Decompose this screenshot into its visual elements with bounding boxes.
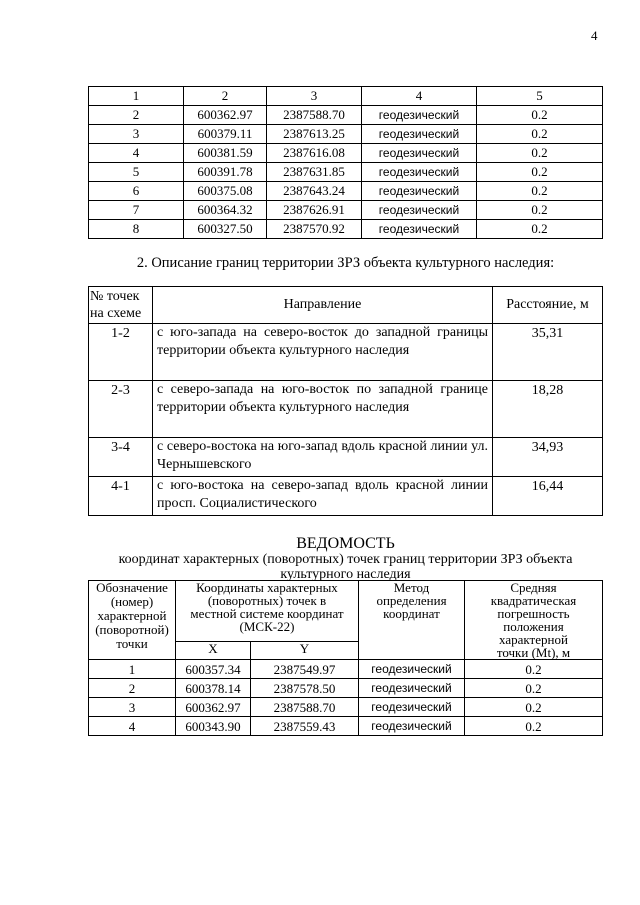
coord-x: 600362.97 bbox=[176, 698, 251, 717]
col-points-header bbox=[89, 287, 153, 324]
point-number: 2 bbox=[89, 679, 176, 698]
table-row bbox=[89, 125, 603, 144]
point-number: 4 bbox=[89, 717, 176, 736]
header-line: положения bbox=[503, 619, 564, 634]
point-number: 8 bbox=[89, 220, 184, 239]
method: геодезический bbox=[362, 106, 477, 125]
vedomost-table bbox=[88, 580, 603, 736]
coord-y: 2387626.91 bbox=[267, 201, 362, 220]
header-line: (поворотных) точек в bbox=[207, 593, 327, 608]
error: 0.2 bbox=[477, 182, 603, 201]
header-line: характерной bbox=[499, 632, 568, 647]
table-row bbox=[89, 660, 603, 679]
error: 0.2 bbox=[465, 717, 603, 736]
col-direction-header: Направление bbox=[153, 287, 493, 324]
header-line: точки bbox=[116, 636, 148, 651]
col-error-header bbox=[465, 581, 603, 660]
header-line: погрешность bbox=[497, 606, 570, 621]
segment-distance: 16,44 bbox=[493, 477, 603, 516]
method: геодезический bbox=[362, 125, 477, 144]
segment-direction: с юго-запада на северо-восток до западной границы территории объекта культурного наследия bbox=[153, 324, 493, 381]
header-line: Средняя bbox=[510, 580, 557, 595]
segment-direction: с северо-востока на юго-запад вдоль красной линии ул. Чернышевского bbox=[153, 438, 493, 477]
col-x-header: X bbox=[176, 642, 251, 660]
error: 0.2 bbox=[477, 144, 603, 163]
segment-number: 1-2 bbox=[89, 324, 153, 381]
page-number: 4 bbox=[591, 28, 598, 43]
header-line: характерной bbox=[97, 608, 167, 623]
header-line: (МСК-22) bbox=[239, 619, 295, 634]
vedomost-heading bbox=[88, 536, 603, 582]
method: геодезический bbox=[362, 163, 477, 182]
method: геодезический bbox=[362, 220, 477, 239]
header-line: на схеме bbox=[90, 306, 142, 321]
header-line: точки (Mt), м bbox=[496, 645, 571, 660]
table-row bbox=[89, 144, 603, 163]
vedomost-subtitle-line: культурного наследия bbox=[280, 567, 411, 582]
col-distance-header: Расстояние, м bbox=[493, 287, 603, 324]
table-header-row bbox=[89, 581, 603, 642]
error: 0.2 bbox=[477, 106, 603, 125]
table-row bbox=[89, 381, 603, 438]
boundary-description-table bbox=[88, 286, 603, 516]
point-number: 6 bbox=[89, 182, 184, 201]
header-cell: 5 bbox=[477, 87, 603, 106]
coordinates-table-continued bbox=[88, 86, 603, 239]
table-row bbox=[89, 717, 603, 736]
table-header-row bbox=[89, 287, 603, 324]
header-cell: 1 bbox=[89, 87, 184, 106]
point-number: 2 bbox=[89, 106, 184, 125]
error: 0.2 bbox=[465, 679, 603, 698]
method: геодезический bbox=[359, 679, 465, 698]
header-line: местной системе координат bbox=[190, 606, 344, 621]
error: 0.2 bbox=[477, 201, 603, 220]
header-line: координат bbox=[383, 606, 440, 621]
coord-x: 600378.14 bbox=[176, 679, 251, 698]
col-coordinates-header bbox=[176, 581, 359, 642]
segment-distance: 18,28 bbox=[493, 381, 603, 438]
error: 0.2 bbox=[477, 125, 603, 144]
error: 0.2 bbox=[465, 698, 603, 717]
table-row bbox=[89, 220, 603, 239]
coord-y: 2387578.50 bbox=[251, 679, 359, 698]
method: геодезический bbox=[359, 717, 465, 736]
segment-number: 3-4 bbox=[89, 438, 153, 477]
table-row bbox=[89, 679, 603, 698]
col-point-designation-header bbox=[89, 581, 176, 660]
header-line: Метод bbox=[393, 580, 430, 595]
table-row bbox=[89, 163, 603, 182]
table-row bbox=[89, 698, 603, 717]
segment-number: 2-3 bbox=[89, 381, 153, 438]
section-2-title: 2. Описание границ территории ЗРЗ объекта культурного наследия: bbox=[136, 255, 555, 271]
coord-x: 600375.08 bbox=[184, 182, 267, 201]
header-line: Координаты характерных bbox=[196, 580, 338, 595]
table-row bbox=[89, 106, 603, 125]
table-row bbox=[89, 182, 603, 201]
coord-y: 2387570.92 bbox=[267, 220, 362, 239]
table-row bbox=[89, 324, 603, 381]
point-number: 3 bbox=[89, 698, 176, 717]
coord-x: 600391.78 bbox=[184, 163, 267, 182]
col-y-header: Y bbox=[251, 642, 359, 660]
error: 0.2 bbox=[465, 660, 603, 679]
header-line: определения bbox=[376, 593, 447, 608]
coord-y: 2387588.70 bbox=[267, 106, 362, 125]
segment-direction: с юго-востока на северо-запад вдоль красной линии просп. Социалистического bbox=[153, 477, 493, 516]
vedomost-title: ВЕДОМОСТЬ bbox=[296, 535, 395, 552]
coord-y: 2387631.85 bbox=[267, 163, 362, 182]
point-number: 3 bbox=[89, 125, 184, 144]
segment-distance: 35,31 bbox=[493, 324, 603, 381]
point-number: 7 bbox=[89, 201, 184, 220]
header-line: Обозначение bbox=[96, 580, 168, 595]
method: геодезический bbox=[362, 182, 477, 201]
segment-distance: 34,93 bbox=[493, 438, 603, 477]
coord-y: 2387616.08 bbox=[267, 144, 362, 163]
method: геодезический bbox=[359, 698, 465, 717]
header-line: № точек bbox=[90, 289, 140, 304]
coord-x: 600362.97 bbox=[184, 106, 267, 125]
header-line: (номер) bbox=[110, 594, 154, 609]
header-cell: 4 bbox=[362, 87, 477, 106]
table-row bbox=[89, 438, 603, 477]
coord-x: 600364.32 bbox=[184, 201, 267, 220]
coord-y: 2387549.97 bbox=[251, 660, 359, 679]
coord-y: 2387643.24 bbox=[267, 182, 362, 201]
coord-x: 600343.90 bbox=[176, 717, 251, 736]
header-cell: 2 bbox=[184, 87, 267, 106]
table-row bbox=[89, 201, 603, 220]
segment-number: 4-1 bbox=[89, 477, 153, 516]
method: геодезический bbox=[359, 660, 465, 679]
point-number: 1 bbox=[89, 660, 176, 679]
header-line: (поворотной) bbox=[95, 622, 169, 637]
coord-x: 600327.50 bbox=[184, 220, 267, 239]
method: геодезический bbox=[362, 144, 477, 163]
error: 0.2 bbox=[477, 163, 603, 182]
coord-x: 600357.34 bbox=[176, 660, 251, 679]
coord-y: 2387588.70 bbox=[251, 698, 359, 717]
coord-y: 2387613.25 bbox=[267, 125, 362, 144]
coord-x: 600381.59 bbox=[184, 144, 267, 163]
coord-x: 600379.11 bbox=[184, 125, 267, 144]
coord-y: 2387559.43 bbox=[251, 717, 359, 736]
header-line: квадратическая bbox=[490, 593, 577, 608]
point-number: 4 bbox=[89, 144, 184, 163]
header-cell: 3 bbox=[267, 87, 362, 106]
segment-direction: с северо-запада на юго-восток по западной границе территории объекта культурного наследия bbox=[153, 381, 493, 438]
table-row bbox=[89, 477, 603, 516]
error: 0.2 bbox=[477, 220, 603, 239]
vedomost-subtitle-line: координат характерных (поворотных) точек границ территории ЗРЗ объекта bbox=[118, 552, 573, 567]
col-method-header bbox=[359, 581, 465, 660]
point-number: 5 bbox=[89, 163, 184, 182]
table-header-row bbox=[89, 87, 603, 106]
method: геодезический bbox=[362, 201, 477, 220]
